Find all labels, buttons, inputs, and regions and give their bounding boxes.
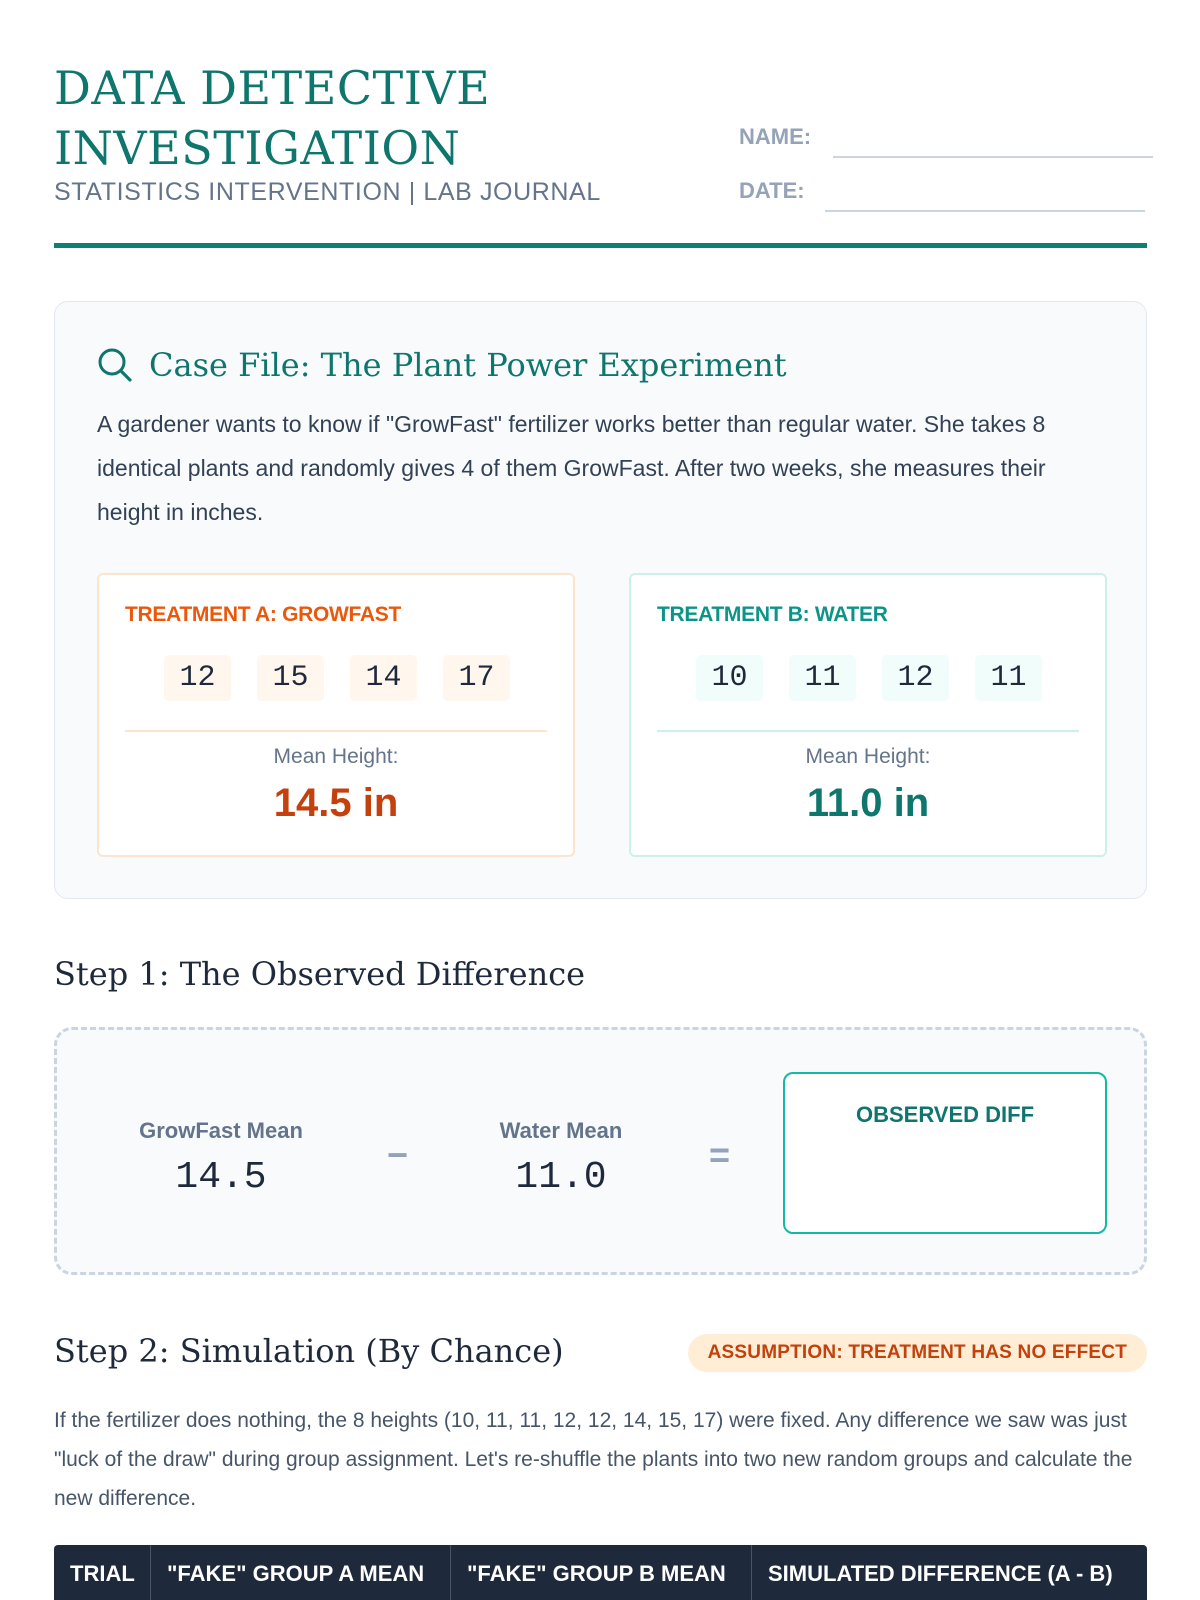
observed-difference-box (54, 1027, 1147, 1275)
name-label: NAME: (739, 124, 812, 149)
treatment-b-value: 12 (882, 655, 949, 701)
equals-sign: = (709, 1134, 731, 1175)
treatment-a-value: 14 (350, 655, 417, 701)
growfast-mean-value: 14.5 (175, 1156, 267, 1199)
treatment-a-values (125, 655, 549, 701)
water-mean-value: 11.0 (515, 1156, 607, 1199)
treatment-b-value: 11 (975, 655, 1042, 701)
case-file-card (54, 301, 1147, 899)
treatment-b-card (629, 573, 1107, 857)
minus-sign: − (387, 1134, 409, 1175)
assumption-badge: ASSUMPTION: TREATMENT HAS NO EFFECT (688, 1334, 1147, 1372)
treatment-b-mean-label: Mean Height: (805, 745, 931, 768)
treatment-a-value: 12 (164, 655, 231, 701)
title-line-2: INVESTIGATION (54, 121, 461, 175)
date-field[interactable] (825, 210, 1145, 212)
table-header-group-a: "FAKE" GROUP A MEAN (151, 1545, 451, 1600)
treatment-b-mean: 11.0 in (806, 781, 930, 825)
water-mean-label: Water Mean (499, 1118, 623, 1143)
case-file-heading (97, 346, 787, 384)
treatment-b-value: 10 (696, 655, 763, 701)
table-header-sim-diff: SIMULATED DIFFERENCE (A - B) (768, 1561, 1113, 1586)
title-line-1: DATA DETECTIVE (54, 61, 491, 115)
divider (125, 730, 547, 732)
step2-description: If the fertilizer does nothing, the 8 heights (10, 11, 11, 12, 12, 14, 15, 17) were fixed. Any difference we saw was just "luck of the draw" during group assignment. Let's re-shuffle the plants into two new random groups and calculate the new difference. (54, 1409, 1133, 1510)
treatment-a-label: TREATMENT A: GROWFAST (125, 603, 402, 626)
date-label: DATE: (739, 178, 805, 203)
case-file-description: A gardener wants to know if "GrowFast" fertilizer works better than regular water. She takes 8 identical plants and randomly gives 4 of them GrowFast. After two weeks, she measures their height in inches. (97, 411, 1046, 525)
table-header-trial: TRIAL (54, 1545, 151, 1600)
divider (657, 730, 1079, 732)
observed-diff-input[interactable] (783, 1072, 1107, 1234)
name-field[interactable] (833, 156, 1153, 158)
water-mean-item (441, 1118, 681, 1199)
page-header (54, 58, 1147, 248)
page-title (54, 58, 1147, 178)
growfast-mean-label: GrowFast Mean (139, 1118, 303, 1143)
treatment-b-values (657, 655, 1081, 701)
table-header-group-b: "FAKE" GROUP B MEAN (451, 1545, 752, 1600)
treatment-a-card (97, 573, 575, 857)
treatment-b-label: TREATMENT B: WATER (657, 603, 888, 626)
observed-diff-label: OBSERVED DIFF (855, 1102, 1035, 1127)
date-row (739, 178, 1145, 204)
treatment-a-value: 15 (257, 655, 324, 701)
growfast-mean-item (101, 1118, 341, 1199)
case-file-title: Case File: The Plant Power Experiment (149, 346, 787, 384)
search-icon (97, 347, 133, 383)
simulation-table-header (54, 1545, 1147, 1600)
treatment-a-mean-label: Mean Height: (273, 745, 399, 768)
treatment-a-mean: 14.5 in (273, 781, 399, 825)
treatment-a-value: 17 (443, 655, 510, 701)
step2-heading: Step 2: Simulation (By Chance) (54, 1332, 564, 1370)
name-row (739, 124, 1153, 150)
treatment-b-value: 11 (789, 655, 856, 701)
page-subtitle: STATISTICS INTERVENTION | LAB JOURNAL (54, 178, 601, 206)
step1-heading: Step 1: The Observed Difference (54, 955, 586, 993)
